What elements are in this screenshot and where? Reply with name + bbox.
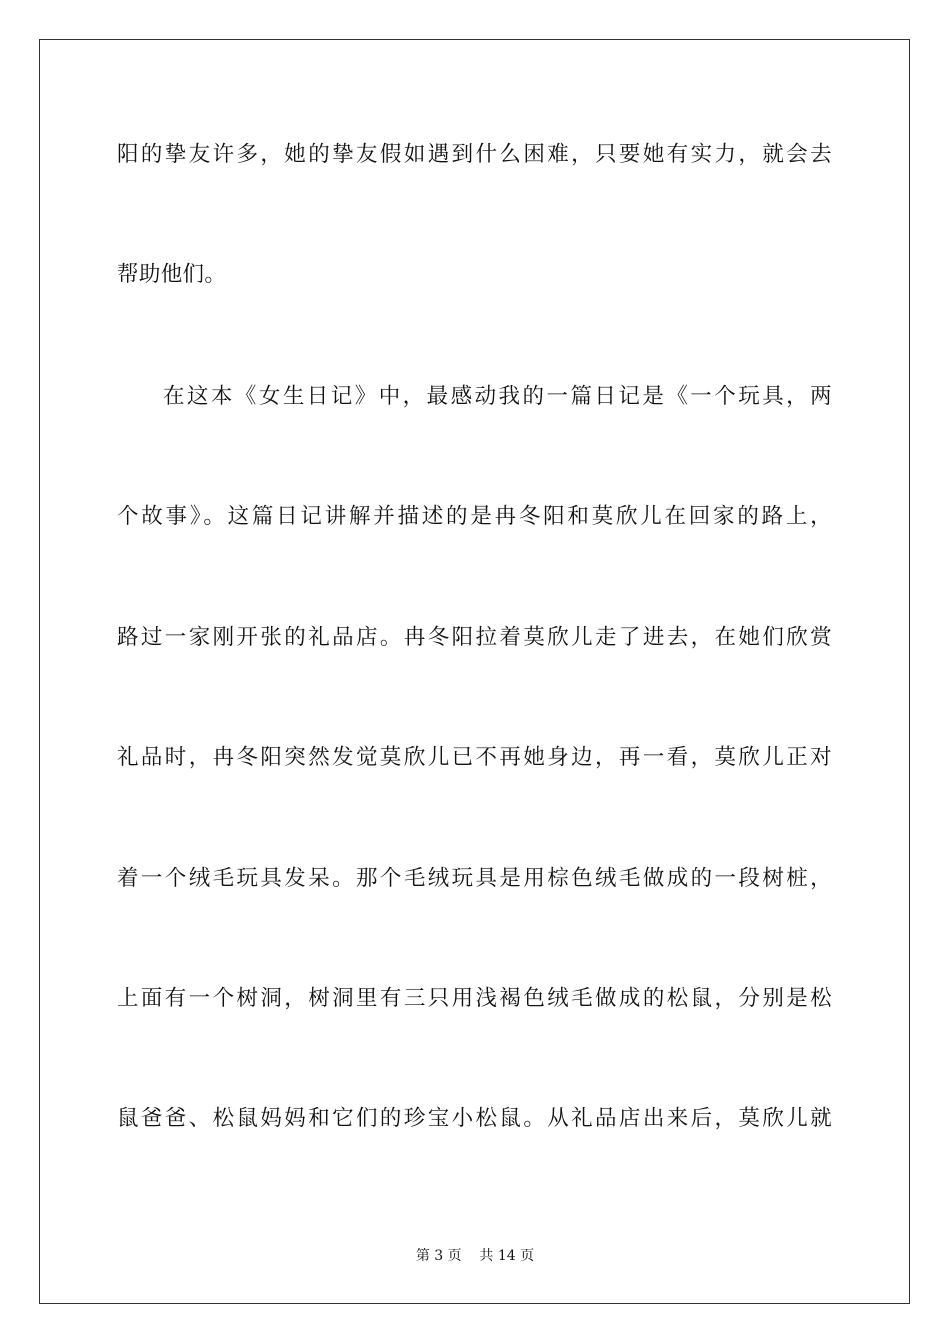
body-line-8: 上面有一个树洞，树洞里有三只用浅褐色绒毛做成的松鼠，分别是松 — [117, 986, 832, 1011]
body-line-3: 在这本《女生日记》中，最感动我的一篇日记是《一个玩具，两 — [163, 384, 832, 409]
body-line-9: 鼠爸爸、松鼠妈妈和它们的珍宝小松鼠。从礼品店出来后，莫欣儿就 — [117, 1106, 832, 1131]
page-number-footer: 第 3 页 共 14 页 — [415, 1248, 535, 1264]
body-line-7: 着一个绒毛玩具发呆。那个毛绒玩具是用棕色绒毛做成的一段树桩， — [117, 866, 832, 891]
body-line-6: 礼品时，冉冬阳突然发觉莫欣儿已不再她身边，再一看，莫欣儿正对 — [117, 745, 832, 770]
body-line-4: 个故事》。这篇日记讲解并描述的是冉冬阳和莫欣儿在回家的路上， — [117, 504, 832, 529]
body-line-1: 阳的挚友许多，她的挚友假如遇到什么困难，只要她有实力，就会去 — [117, 142, 832, 167]
body-line-2: 帮助他们。 — [117, 262, 227, 287]
body-line-5: 路过一家刚开张的礼品店。冉冬阳拉着莫欣儿走了进去，在她们欣赏 — [117, 625, 832, 650]
